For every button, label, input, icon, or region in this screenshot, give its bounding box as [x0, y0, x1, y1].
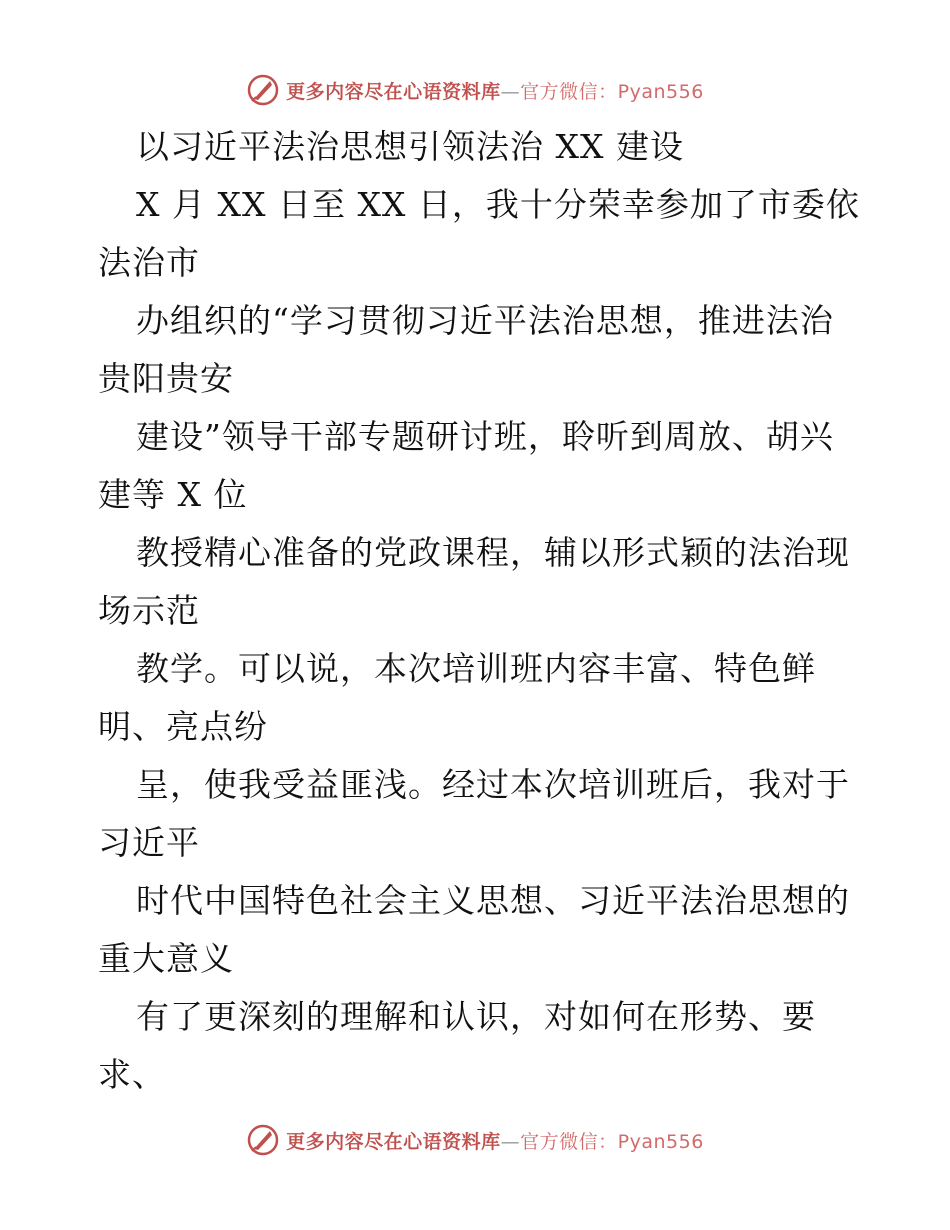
paragraph-line: 教学。可以说，本次培训班内容丰富、特色鲜 [136, 649, 816, 688]
paragraph-line: 习近平 [98, 823, 200, 862]
paragraph-line: 重大意义 [98, 939, 234, 978]
paragraph-line: 求、 [98, 1055, 166, 1094]
footer-banner [0, 1120, 950, 1160]
paragraph-line: X 月 XX 日至 XX 日，我十分荣幸参加了市委依 [136, 185, 860, 224]
quill-logo-icon [246, 1123, 280, 1157]
banner-slogan: 更多内容尽在心语资料库 [286, 80, 501, 103]
banner-text [286, 77, 704, 104]
banner-separator: — [500, 1130, 521, 1153]
paragraph-line: 有了更深刻的理解和认识，对如何在形势、要 [136, 997, 816, 1036]
paragraph-line: 时代中国特色社会主义思想、习近平法治思想的 [136, 881, 850, 920]
paragraph-line: 贵阳贵安 [98, 359, 234, 398]
paragraph-line: 建设”领导干部专题研讨班，聆听到周放、胡兴 [136, 417, 834, 456]
document-body [98, 118, 858, 1104]
quill-logo-icon [246, 73, 280, 107]
paragraph-line: 教授精心准备的党政课程，辅以形式颖的法治现 [136, 533, 850, 572]
paragraph-line: 法治市 [98, 243, 200, 282]
banner-wechat: 官方微信：Pyan556 [520, 80, 704, 103]
banner-separator: — [500, 80, 521, 103]
header-banner [0, 70, 950, 110]
banner-wechat: 官方微信：Pyan556 [520, 1130, 704, 1153]
paragraph-line: 呈，使我受益匪浅。经过本次培训班后，我对于 [136, 765, 850, 804]
paragraph-line: 建等 X 位 [98, 475, 248, 514]
paragraph-line: 场示范 [98, 591, 200, 630]
document-title: 以习近平法治思想引领法治 XX 建设 [136, 127, 684, 166]
banner-slogan: 更多内容尽在心语资料库 [286, 1130, 501, 1153]
paragraph-line: 办组织的“学习贯彻习近平法治思想，推进法治 [136, 301, 834, 340]
banner-text [286, 1127, 704, 1154]
paragraph-line: 明、亮点纷 [98, 707, 268, 746]
